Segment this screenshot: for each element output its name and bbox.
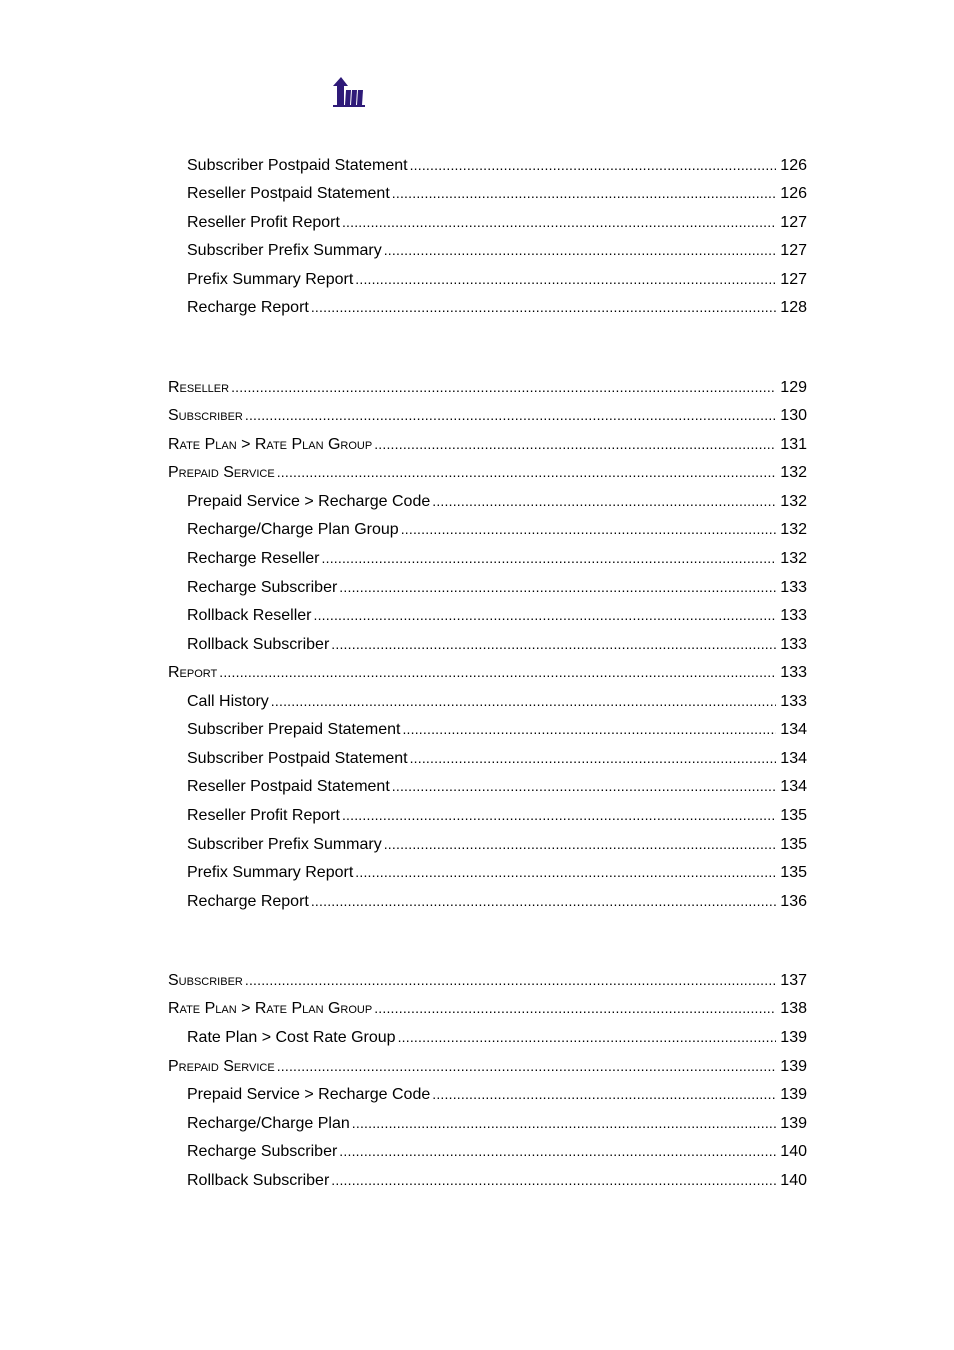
toc-dot-leader [374,997,776,1019]
toc-entry-page-number: 134 [780,750,807,767]
toc-entry-title: Recharge Subscriber [187,579,338,596]
toc-dot-leader [342,804,776,826]
toc-entry[interactable] [187,833,807,855]
toc-entry-page-number: 138 [780,1000,807,1017]
toc-dot-leader [277,461,777,483]
toc-dot-leader [392,182,777,204]
toc-entry[interactable] [187,861,807,883]
toc-entry-title: Reseller Postpaid Statement [187,185,390,202]
toc-entry-page-number: 139 [780,1115,807,1132]
toc-entry-title: Rate Plan > Cost Rate Group [187,1029,396,1046]
toc-entry[interactable] [187,633,807,655]
toc-entry-page-number: 133 [780,579,807,596]
toc-dot-leader [219,661,776,683]
toc-entry[interactable] [187,490,807,512]
toc-dot-leader [271,690,777,712]
toc-entry[interactable] [187,296,807,318]
toc-dot-leader [339,576,776,598]
toc-entry-page-number: 127 [780,242,807,259]
toc-entry-page-number: 132 [780,464,807,481]
toc-entry-page-number: 127 [780,214,807,231]
toc-dot-leader [401,518,777,540]
toc-dot-leader [231,376,776,398]
toc-entry[interactable] [187,1140,807,1162]
toc-dot-leader [355,861,776,883]
toc-entry-page-number: 133 [780,664,807,681]
toc-entry-page-number: 130 [780,407,807,424]
toc-entry-title: Subscriber Prepaid Statement [187,721,401,738]
toc-entry[interactable] [187,239,807,261]
toc-entry-title: Prefix Summary Report [187,864,354,881]
toc-entry-title: Recharge Report [187,893,309,910]
toc-dot-leader [322,547,777,569]
toc-entry-title: Call History [187,693,269,710]
toc-entry-title: Subscriber Postpaid Statement [187,750,408,767]
toc-entry[interactable] [187,1169,807,1191]
toc-dot-leader [245,969,776,991]
toc-entry-page-number: 131 [780,436,807,453]
toc-entry[interactable] [187,576,807,598]
toc-entry[interactable] [187,718,807,740]
toc-entry-page-number: 132 [780,493,807,510]
toc-dot-leader [432,1083,776,1105]
toc-dot-leader [384,239,777,261]
toc-dot-leader [311,890,776,912]
toc-entry-page-number: 135 [780,807,807,824]
toc-entry[interactable] [168,404,807,426]
toc-entry[interactable] [168,433,807,455]
toc-entry-title: Rate Plan > Rate Plan Group [168,436,373,453]
toc-dot-leader [374,433,776,455]
toc-entry[interactable] [187,268,807,290]
toc-entry-page-number: 134 [780,778,807,795]
toc-dot-leader [342,211,776,233]
toc-dot-leader [392,775,777,797]
toc-entry-title: Prepaid Service [168,1058,275,1075]
toc-dot-leader [432,490,776,512]
toc-entry-title: Report [168,664,218,681]
toc-entry-page-number: 128 [780,299,807,316]
toc-entry[interactable] [187,518,807,540]
toc-entry-title: Reseller Postpaid Statement [187,778,390,795]
toc-entry-page-number: 132 [780,521,807,538]
toc-entry-title: Subscriber [168,407,243,424]
toc-entry-page-number: 129 [780,379,807,396]
toc-dot-leader [339,1140,776,1162]
toc-entry[interactable] [168,461,807,483]
toc-entry[interactable] [187,690,807,712]
toc-entry-page-number: 137 [780,972,807,989]
toc-entry-title: Reseller Profit Report [187,214,340,231]
toc-entry-page-number: 133 [780,607,807,624]
toc-entry[interactable] [168,969,807,991]
toc-entry-page-number: 134 [780,721,807,738]
toc-entry-page-number: 135 [780,836,807,853]
toc-entry-title: Subscriber Postpaid Statement [187,157,408,174]
toc-entry-title: Recharge Subscriber [187,1143,338,1160]
toc-entry[interactable] [168,376,807,398]
toc-dot-leader [277,1055,777,1077]
toc-dot-leader [402,718,776,740]
toc-dot-leader [314,604,777,626]
toc-entry[interactable] [168,1055,807,1077]
toc-entry-title: Rollback Reseller [187,607,312,624]
toc-entry-page-number: 140 [780,1143,807,1160]
toc-dot-leader [398,1026,777,1048]
toc-entry-title: Prepaid Service > Recharge Code [187,493,431,510]
toc-entry[interactable] [187,804,807,826]
toc-entry-page-number: 139 [780,1029,807,1046]
toc-dot-leader [245,404,776,426]
toc-entry[interactable] [187,747,807,769]
toc-entry-page-number: 126 [780,157,807,174]
toc-entry-page-number: 133 [780,693,807,710]
toc-entry[interactable] [187,1083,807,1105]
toc-entry-title: Rollback Subscriber [187,1172,330,1189]
toc-entry-title: Reseller Profit Report [187,807,340,824]
toc-entry-page-number: 140 [780,1172,807,1189]
toc-dot-leader [410,154,777,176]
toc-entry-title: Subscriber Prefix Summary [187,242,382,259]
toc-entry[interactable] [187,604,807,626]
toc-entry-page-number: 132 [780,550,807,567]
toc-entry-title: Subscriber [168,972,243,989]
toc-entry[interactable] [187,154,807,176]
toc-dot-leader [311,296,776,318]
toc-entry-page-number: 139 [780,1086,807,1103]
toc-entry-title: Subscriber Prefix Summary [187,836,382,853]
toc-entry[interactable] [187,211,807,233]
toc-entry[interactable] [187,182,807,204]
toc-entry[interactable] [187,1026,807,1048]
toc-entry-page-number: 127 [780,271,807,288]
toc-entry[interactable] [168,997,807,1019]
toc-entry-page-number: 135 [780,864,807,881]
toc-entry-page-number: 126 [780,185,807,202]
toc-entry-page-number: 133 [780,636,807,653]
company-logo-icon [331,76,367,108]
toc-dot-leader [355,268,776,290]
toc-entry-title: Prepaid Service [168,464,275,481]
toc-entry[interactable] [187,890,807,912]
toc-dot-leader [384,833,777,855]
toc-entry[interactable] [168,661,807,683]
toc-entry-title: Recharge/Charge Plan Group [187,521,399,538]
toc-entry-title: Recharge Reseller [187,550,320,567]
toc-dot-leader [331,1169,776,1191]
toc-dot-leader [410,747,777,769]
toc-entry-page-number: 136 [780,893,807,910]
toc-entry-title: Prefix Summary Report [187,271,354,288]
toc-entry[interactable] [187,547,807,569]
toc-entry-title: Prepaid Service > Recharge Code [187,1086,431,1103]
toc-entry-page-number: 139 [780,1058,807,1075]
toc-entry[interactable] [187,775,807,797]
toc-entry-title: Recharge/Charge Plan [187,1115,350,1132]
toc-dot-leader [331,633,776,655]
toc-entry-title: Rate Plan > Rate Plan Group [168,1000,373,1017]
toc-entry-title: Rollback Subscriber [187,636,330,653]
toc-entry[interactable] [187,1112,807,1134]
toc-entry-title: Recharge Report [187,299,309,316]
toc-dot-leader [352,1112,777,1134]
toc-entry-title: Reseller [168,379,230,396]
